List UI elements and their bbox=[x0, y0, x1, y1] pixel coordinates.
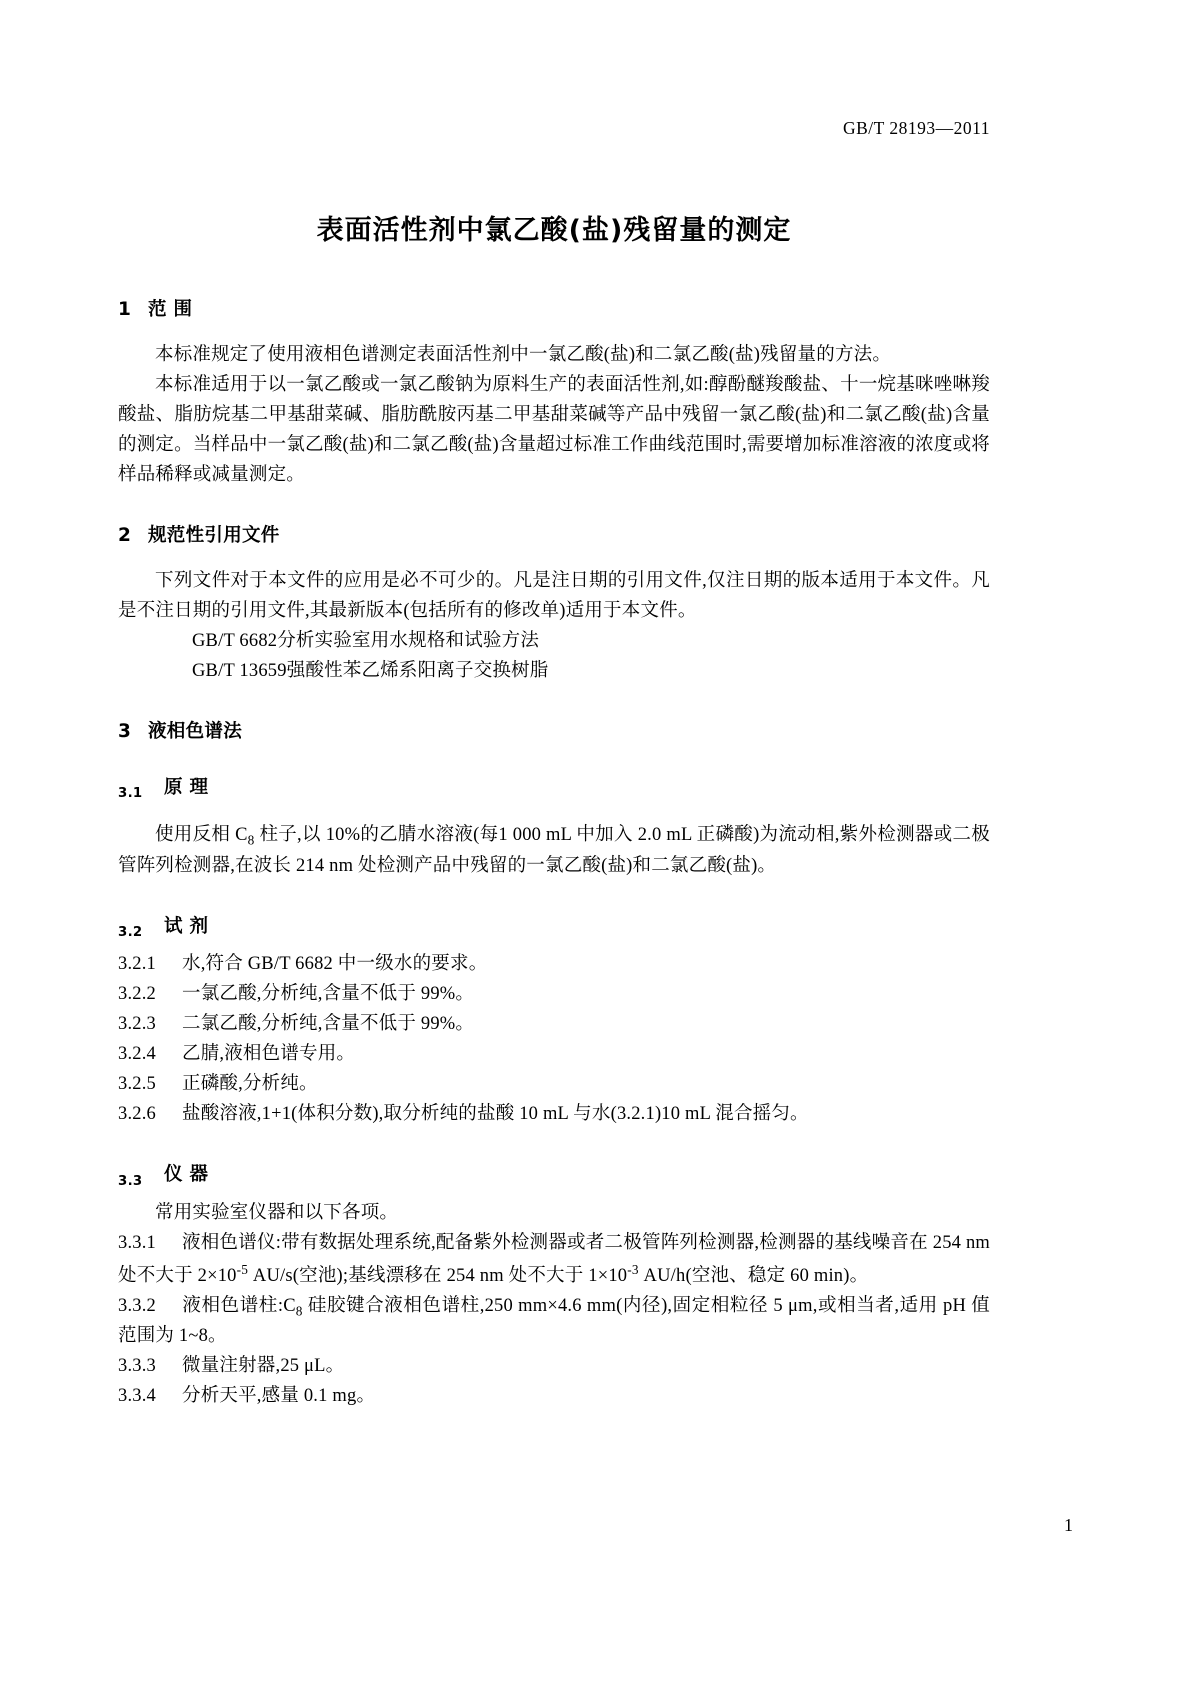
list-item bbox=[118, 1229, 990, 1292]
paragraph: 下列文件对于本文件的应用是必不可少的。凡是注日期的引用文件,仅注日期的版本适用于本文件。凡是不注日期的引用文件,其最新版本(包括所有的修改单)适用于本文件。 bbox=[118, 570, 990, 621]
item-text-c: AU/h(空池、稳定 60 min)。 bbox=[638, 1265, 869, 1286]
section-number-1: 1 bbox=[118, 299, 132, 320]
item-number: 3.3.2 bbox=[118, 1295, 156, 1316]
list-item bbox=[118, 1352, 990, 1382]
paragraph: 本标准规定了使用液相色谱测定表面活性剂中一氯乙酸(盐)和二氯乙酸(盐)残留量的方法。 bbox=[155, 345, 892, 365]
item-superscript: -3 bbox=[627, 1261, 639, 1277]
reference-title: 分析实验室用水规格和试验方法 bbox=[277, 630, 540, 651]
list-item bbox=[118, 1070, 990, 1100]
item-subscript: 8 bbox=[295, 1303, 303, 1319]
item-text: 盐酸溶液,1+1(体积分数),取分析纯的盐酸 10 mL 与水(3.2.1)10 mL 混合摇匀。 bbox=[182, 1104, 809, 1125]
reference-title: 强酸性苯乙烯系阳离子交换树脂 bbox=[286, 660, 549, 681]
list-item bbox=[118, 950, 990, 980]
item-text: 二氯乙酸,分析纯,含量不低于 99%。 bbox=[182, 1014, 475, 1035]
paragraph bbox=[118, 821, 990, 881]
subsection-title-3-2: 试 剂 bbox=[164, 915, 209, 937]
principle-text-b: 柱子,以 10%的乙腈水溶液(每1 000 mL 中加入 2.0 mL 正磷酸)为流动相,紫外检测器或二极管阵列检测器,在波长 214 nm 处检测产品中残留的一氯乙酸(盐)和二氯乙酸(盐)。 bbox=[118, 825, 990, 876]
reference-code: GB/T 13659 bbox=[192, 660, 287, 681]
section-hplc-method bbox=[118, 717, 990, 743]
item-text-b: AU/s(空池);基线漂移在 254 nm 处不大于 1×10 bbox=[248, 1265, 628, 1286]
list-item bbox=[118, 1040, 990, 1070]
item-number: 3.3.1 bbox=[118, 1232, 156, 1253]
subsection-number-3-3: 3.3 bbox=[118, 1173, 143, 1189]
item-number: 3.2.2 bbox=[118, 984, 156, 1005]
subsection-principle bbox=[118, 773, 990, 882]
reference-code: GB/T 6682 bbox=[192, 630, 278, 651]
section-heading-3 bbox=[118, 717, 990, 743]
section-title-3: 液相色谱法 bbox=[148, 720, 243, 742]
item-text: 分析天平,感量 0.1 mg。 bbox=[182, 1386, 376, 1407]
subsection-reagents bbox=[118, 912, 990, 1131]
section-title-2: 规范性引用文件 bbox=[148, 524, 280, 546]
item-number: 3.2.1 bbox=[118, 954, 156, 975]
item-text: 微量注射器,25 μL。 bbox=[182, 1356, 345, 1377]
page-title: 表面活性剂中氯乙酸(盐)残留量的测定 bbox=[316, 215, 792, 246]
item-number: 3.2.6 bbox=[118, 1104, 156, 1125]
section-heading-2 bbox=[118, 521, 990, 547]
subsection-number-3-2: 3.2 bbox=[118, 925, 143, 941]
item-text-b: 硅胶键合液相色谱柱,250 mm×4.6 mm(内径),固定相粒径 5 μm,或相当者,适用 pH 值范围为 1~8。 bbox=[118, 1295, 990, 1347]
subsection-number-3-1: 3.1 bbox=[118, 786, 143, 802]
section-normative-references bbox=[118, 521, 990, 687]
item-text-a: 液相色谱仪:带有数据处理系统,配备紫外检测器或者二极管阵列检测器,检测器的基线噪音在 254 nm 处不大于 2×10 bbox=[118, 1232, 990, 1286]
item-number: 3.2.4 bbox=[118, 1044, 156, 1065]
item-text-a: 液相色谱柱:C bbox=[182, 1295, 296, 1316]
item-number: 3.3.4 bbox=[118, 1386, 156, 1407]
list-item bbox=[118, 980, 990, 1010]
section-title-1: 范 围 bbox=[148, 299, 193, 320]
principle-text-a: 使用反相 C bbox=[155, 825, 248, 846]
subsection-apparatus bbox=[118, 1160, 990, 1412]
paragraph: 本标准适用于以一氯乙酸或一氯乙酸钠为原料生产的表面活性剂,如:醇酚醚羧酸盐、十一烷基咪唑啉羧酸盐、脂肪烷基二甲基甜菜碱、脂肪酰胺丙基二甲基甜菜碱等产品中残留一氯乙酸(盐)和二氯乙酸(盐)含量的测定。当样品中一氯乙酸(盐)和二氯乙酸(盐)含量超过标准工作曲线范围时,需要增加标准溶液的浓度或将样品稀释或减量测定。 bbox=[118, 374, 990, 485]
item-text: 水,符合 GB/T 6682 中一级水的要求。 bbox=[182, 954, 488, 975]
item-text: 乙腈,液相色谱专用。 bbox=[182, 1044, 356, 1065]
subsection-title-3-3: 仪 器 bbox=[164, 1164, 209, 1186]
list-item bbox=[118, 1010, 990, 1040]
document-body bbox=[118, 295, 990, 1412]
section-heading-1 bbox=[118, 295, 990, 321]
subsection-heading-3-3 bbox=[118, 1160, 990, 1189]
item-text: 正磷酸,分析纯。 bbox=[182, 1074, 318, 1095]
list-item bbox=[118, 1292, 990, 1352]
subsection-title-3-1: 原 理 bbox=[164, 776, 209, 798]
subsection-heading-3-2 bbox=[118, 912, 990, 941]
section-number-3: 3 bbox=[118, 720, 132, 742]
standard-code-header: GB/T 28193—2011 bbox=[842, 118, 990, 138]
item-number: 3.2.3 bbox=[118, 1014, 156, 1035]
list-item bbox=[118, 1100, 990, 1130]
section-range bbox=[118, 295, 990, 491]
item-number: 3.3.3 bbox=[118, 1356, 156, 1377]
section-number-2: 2 bbox=[118, 524, 132, 546]
reference-entry bbox=[118, 657, 990, 687]
principle-subscript: 8 bbox=[247, 833, 255, 849]
paragraph: 常用实验室仪器和以下各项。 bbox=[155, 1202, 399, 1223]
list-item bbox=[118, 1382, 990, 1412]
item-text: 一氯乙酸,分析纯,含量不低于 99%。 bbox=[182, 984, 475, 1005]
item-number: 3.2.5 bbox=[118, 1074, 156, 1095]
subsection-heading-3-1 bbox=[118, 773, 990, 802]
page-number: 1 bbox=[1064, 1515, 1073, 1535]
reference-entry bbox=[118, 627, 990, 657]
item-superscript: -5 bbox=[236, 1261, 249, 1277]
